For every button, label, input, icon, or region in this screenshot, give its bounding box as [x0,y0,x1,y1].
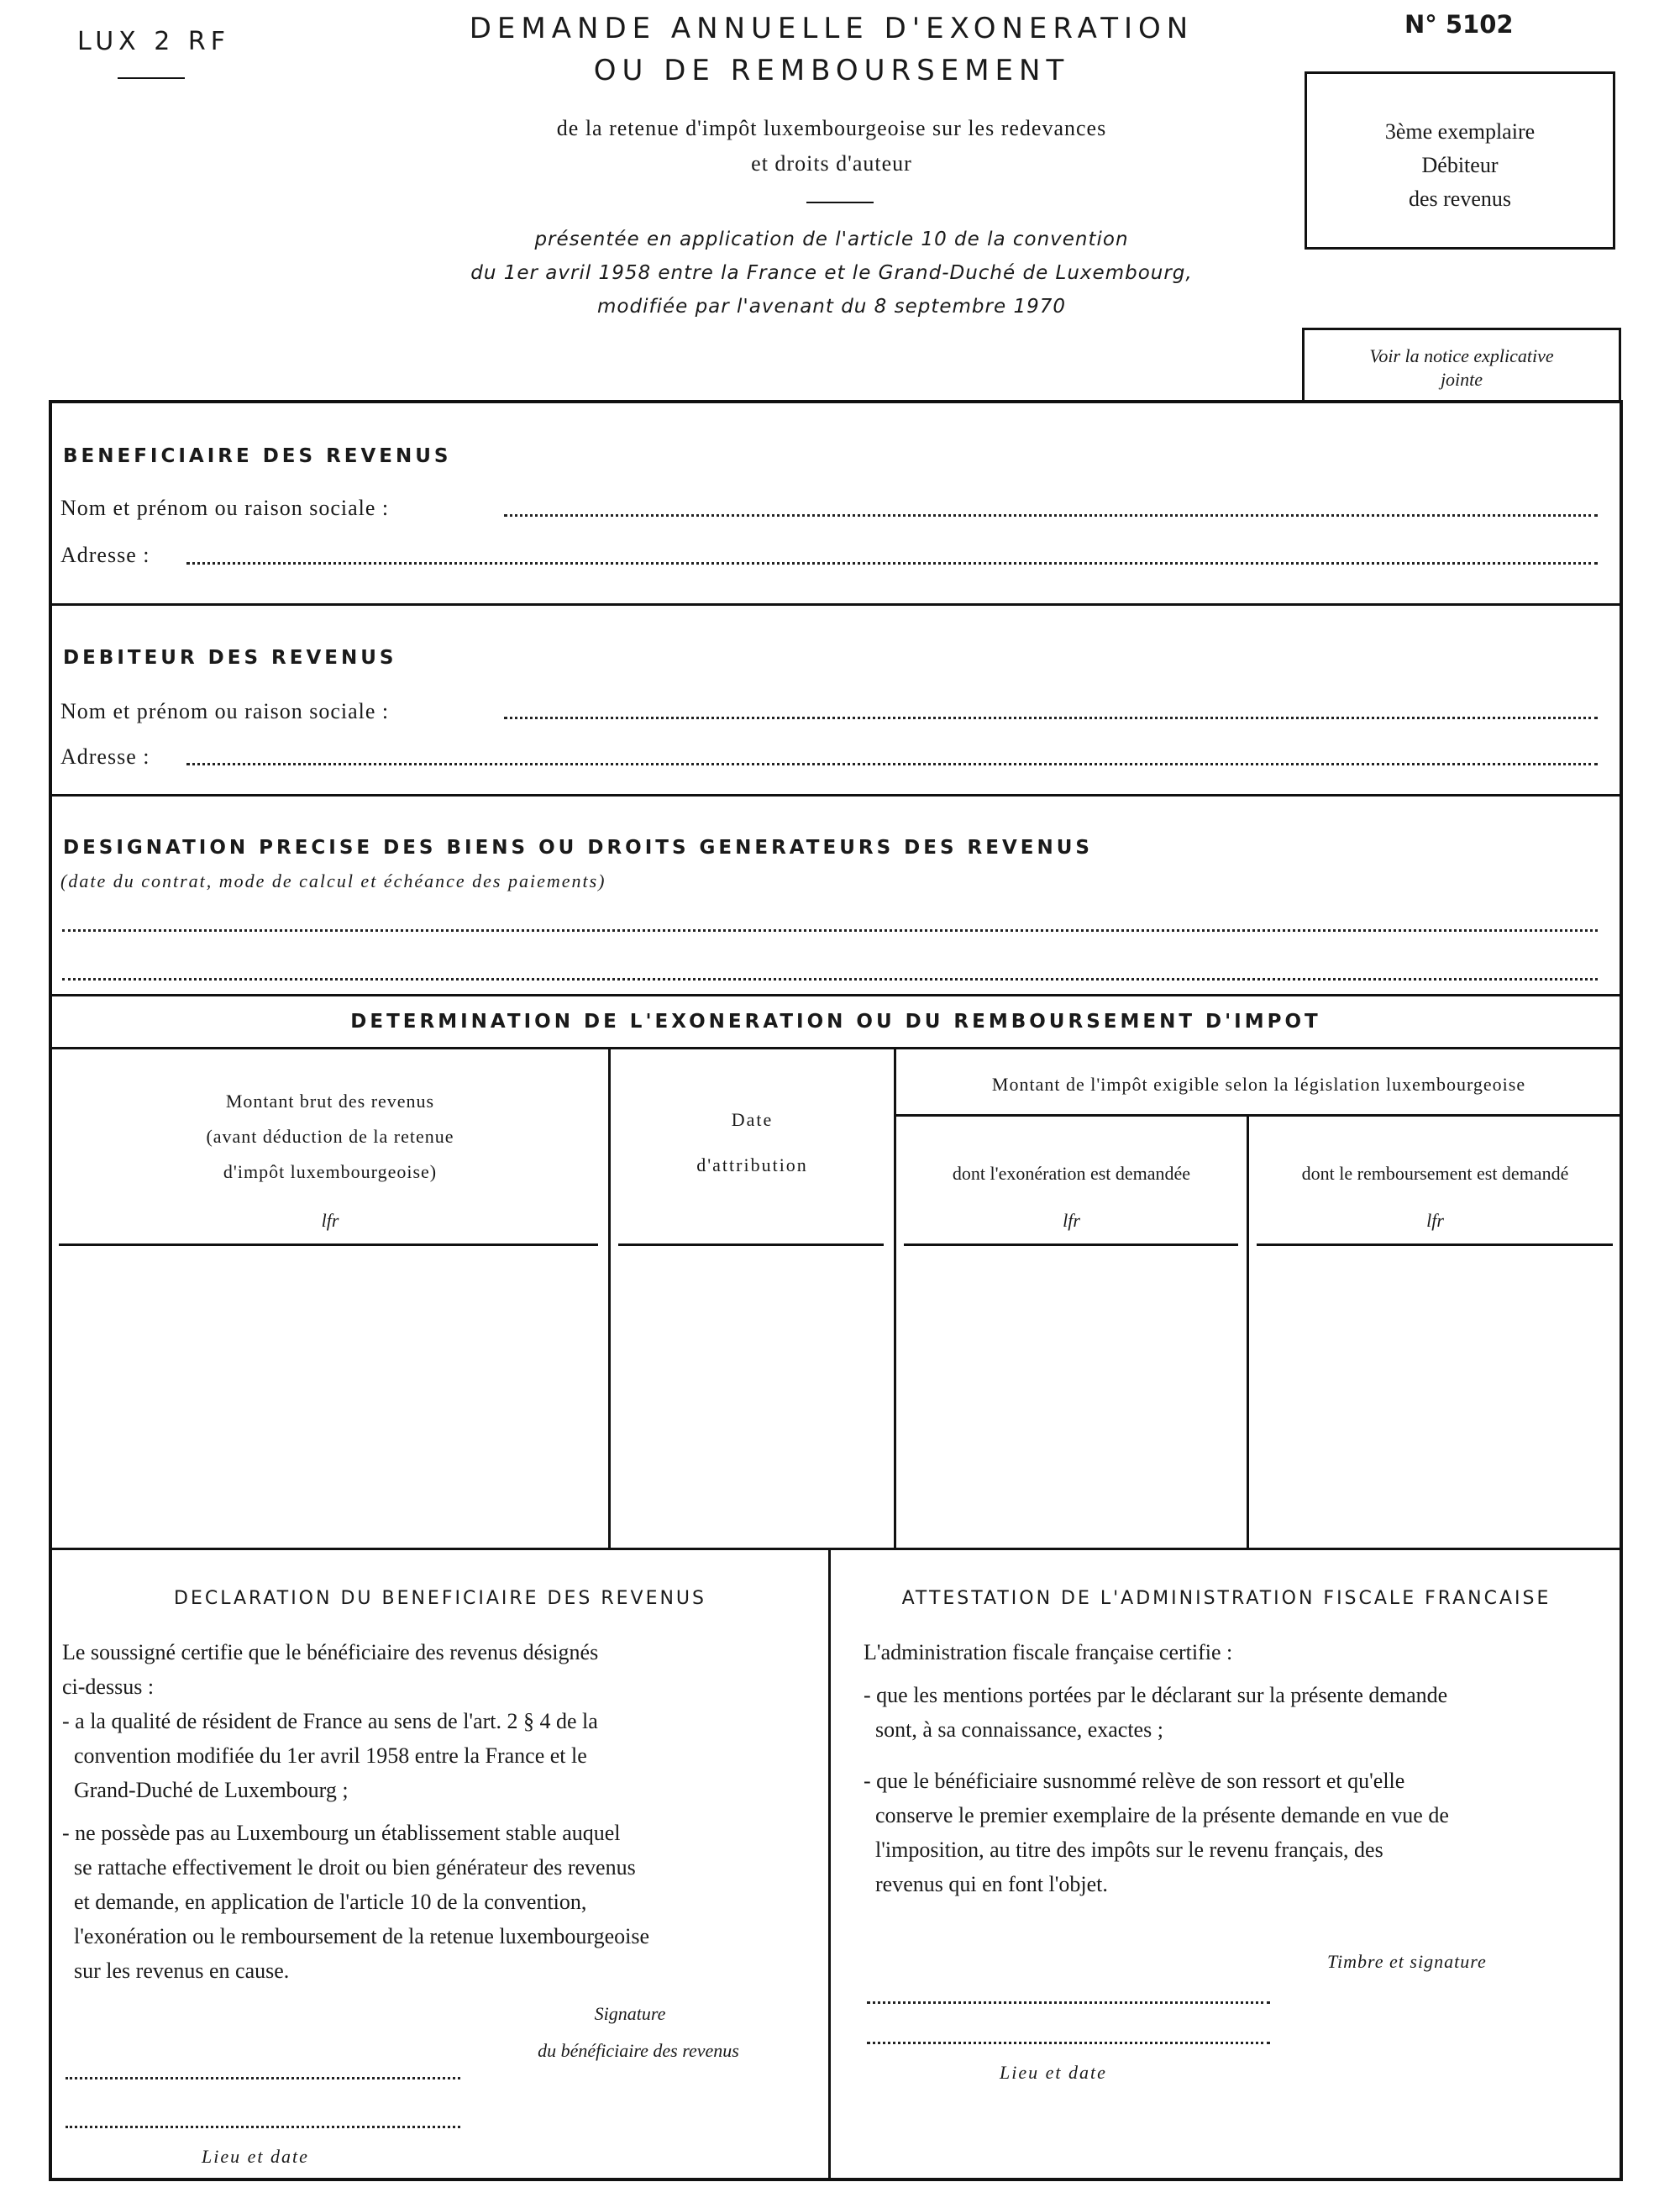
col2-header-line1: Date [731,1109,774,1130]
declaration-item1-line1: - a la qualité de résident de France au sens de l'art. 2 § 4 de la [62,1709,598,1733]
declaration-signature-line1: Signature [594,2003,666,2024]
declaration-place-date-label: Lieu et date [202,2146,309,2167]
subtitle-line2: et droits d'auteur [751,151,912,176]
designation-line1 [62,929,1598,932]
form-code-underline [118,77,185,79]
determination-title: DETERMINATION DE L'EXONERATION OU DU REMBOURSEMENT D'IMPOT [350,1011,1321,1033]
col3-header: dont l'exonération est demandée [952,1163,1191,1184]
form-title-line2: OU DE REMBOURSEMENT [593,54,1070,87]
cell-remboursement[interactable] [1252,1252,1618,1543]
beneficiaire-title: BENEFICIAIRE DES REVENUS [63,445,452,467]
cell-date-attribution[interactable] [613,1252,890,1543]
debiteur-title: DEBITEUR DES REVENUS [63,647,397,669]
col3-unit: lfr [1063,1210,1080,1231]
attestation-item2-line3: l'imposition, au titre des impôts sur le revenu français, des [875,1838,1383,1862]
declaration-item1-line2: convention modifiée du 1er avril 1958 entre la France et le [74,1743,587,1768]
notice-line2: jointe [1440,369,1483,390]
col4-header: dont le remboursement est demandé [1301,1163,1569,1184]
debiteur-name-label: Nom et prénom ou raison sociale : [60,699,394,724]
notice-box [1302,328,1621,400]
designation-subtitle: (date du contrat, mode de calcul et échéance des paiements) [60,870,606,891]
separator-table-head [50,1047,1621,1049]
attestation-stamp-line[interactable] [867,2001,1270,2004]
col2-header-line2: d'attribution [696,1154,808,1175]
col34-subheader-line [894,1114,1621,1117]
form-code: LUX 2 RF [77,27,230,56]
declaration-item2-line5: sur les revenus en cause. [74,1959,290,1983]
cell-exoneration[interactable] [899,1252,1243,1543]
col-divider-2 [894,1047,896,1549]
debiteur-name-line [504,717,1598,719]
attestation-item2-line4: revenus qui en font l'objet. [875,1872,1108,1896]
debiteur-address-line [186,763,1598,765]
separator-declarations [50,1548,1621,1550]
col1-unit: lfr [321,1210,339,1231]
copy-box [1305,71,1615,250]
legal-line3: modifiée par l'avenant du 8 septembre 1970 [597,296,1066,318]
attestation-item1-line1: - que les mentions portées par le déclarant sur la présente demande [864,1683,1448,1707]
beneficiaire-name-line [504,514,1598,517]
separator-debiteur [50,603,1621,606]
attestation-intro: L'administration fiscale française certifie : [864,1640,1233,1664]
designation-title: DESIGNATION PRECISE DES BIENS OU DROITS GENERATEURS DES REVENUS [63,837,1093,859]
declaration-item2-line2: se rattache effectivement le droit ou bien générateur des revenus [74,1855,636,1880]
legal-line1: présentée en application de l'article 10 de la convention [534,229,1129,250]
attestation-item2-line2: conserve le premier exemplaire de la présente demande en vue de [875,1803,1449,1827]
cell-montant-brut[interactable] [54,1252,605,1543]
separator-designation [50,794,1621,797]
col34-header: Montant de l'impôt exigible selon la législation luxembourgeoise [991,1074,1526,1095]
declarations-divider [828,1548,831,2179]
attestation-item2-line1: - que le bénéficiaire susnommé relève de son ressort et qu'elle [864,1769,1405,1793]
declaration-item1-line3: Grand-Duché de Luxembourg ; [74,1778,349,1802]
declaration-intro-line2: ci-dessus : [62,1675,155,1699]
declaration-place-date-line[interactable] [66,2126,460,2128]
declaration-item2-line1: - ne possède pas au Luxembourg un établissement stable auquel [62,1821,621,1845]
beneficiaire-address-line [186,562,1598,565]
declaration-text [62,1635,818,1988]
declaration-title: DECLARATION DU BENEFICIAIRE DES REVENUS [174,1588,706,1609]
attestation-place-date-label: Lieu et date [1000,2062,1107,2083]
col1-header-line3: d'impôt luxembourgeoise) [223,1161,438,1182]
beneficiaire-name-label: Nom et prénom ou raison sociale : [60,496,394,521]
declaration-item2-line3: et demande, en application de l'article 10 de la convention, [74,1890,587,1914]
col1-header-line2: (avant déduction de la retenue [206,1126,454,1147]
declaration-intro-line1: Le soussigné certifie que le bénéficiaire des revenus désignés [62,1640,599,1664]
attestation-text [864,1635,1620,1901]
form-title-line1: DEMANDE ANNUELLE D'EXONERATION [469,12,1194,45]
attestation-stamp-label: Timbre et signature [1327,1951,1487,1972]
col4-underline [1257,1243,1613,1246]
attestation-place-date-line[interactable] [867,2042,1270,2044]
col2-underline [618,1243,884,1246]
col1-underline [59,1243,598,1246]
declaration-item2-line4: l'exonération ou le remboursement de la retenue luxembourgeoise [74,1924,650,1948]
legal-line2: du 1er avril 1958 entre la France et le Grand-Duché de Luxembourg, [470,262,1193,284]
debiteur-address-label: Adresse : [60,744,155,770]
col3-underline [904,1243,1238,1246]
form-number: N° 5102 [1404,10,1514,39]
col1-header-line1: Montant brut des revenus [225,1091,435,1112]
declaration-signature-line2: du bénéficiaire des revenus [538,2040,739,2061]
beneficiaire-address-label: Adresse : [60,543,155,568]
copy-box-line2: Débiteur [1421,153,1499,177]
attestation-item1-line2: sont, à sa connaissance, exactes ; [875,1717,1163,1742]
subtitle-line1: de la retenue d'impôt luxembourgeoise sur les redevances [556,116,1107,140]
col4-unit: lfr [1426,1210,1444,1231]
copy-box-line1: 3ème exemplaire [1384,119,1536,144]
copy-box-line3: des revenus [1408,187,1511,211]
subtitle-underline [806,202,874,203]
attestation-title: ATTESTATION DE L'ADMINISTRATION FISCALE FRANCAISE [901,1588,1551,1609]
notice-line1: Voir la notice explicative [1369,345,1554,366]
designation-line2 [62,978,1598,981]
declaration-signature-line[interactable] [66,2077,460,2079]
separator-determination [50,994,1621,996]
